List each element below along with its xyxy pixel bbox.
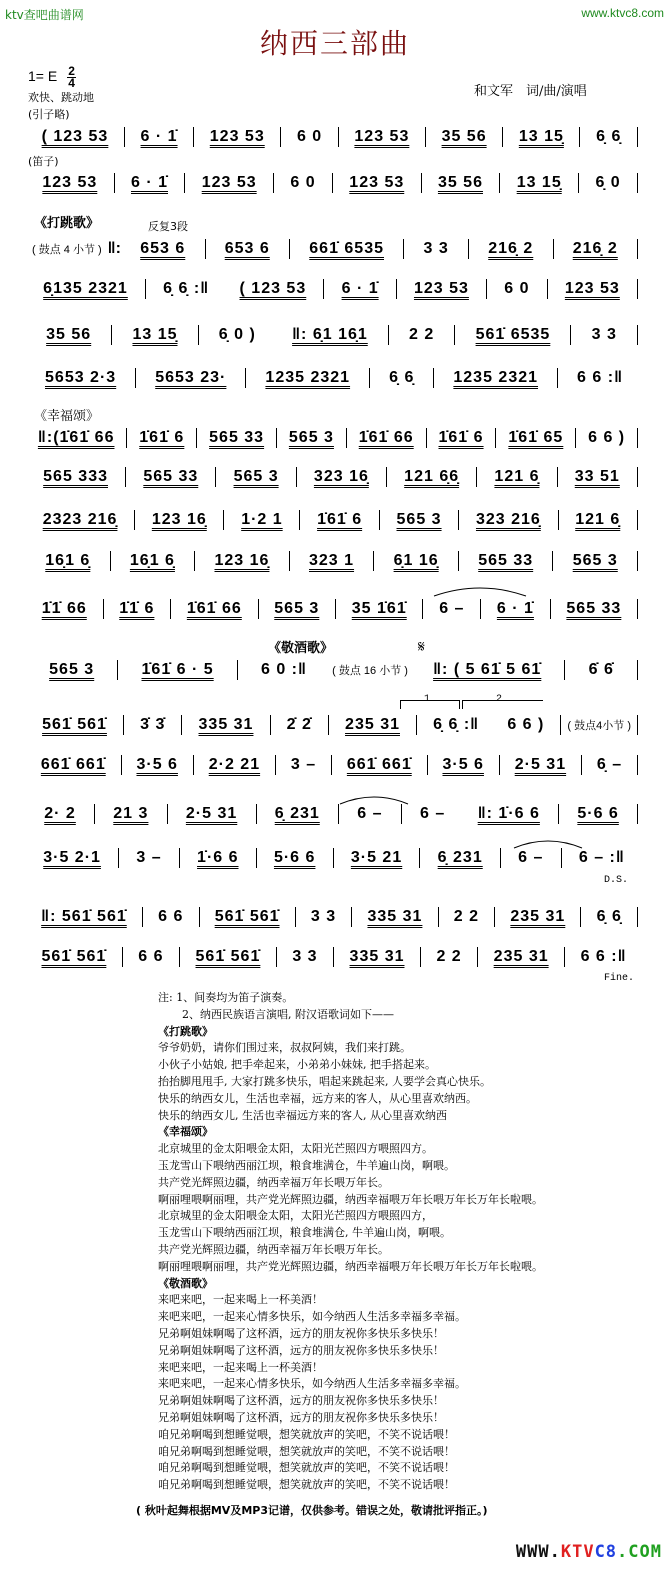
measure: 123 53 xyxy=(349,174,405,191)
measure: 3·5 21 xyxy=(350,849,403,866)
lyric-line: 小伙子小姑娘, 把手牵起来，小弟弟小妹妹, 把手搭起来。 xyxy=(158,1058,436,1072)
tempo-marking: 欢快、跳动地 xyxy=(28,91,94,104)
measure: 121 6̣ xyxy=(575,511,621,528)
watermark-part-1: WWW. xyxy=(515,1542,561,1562)
lyric-line: 啊丽哩喂啊丽哩，共产党光辉照边疆，纳西幸福喂万年长喂万年长万年长啦喂。 xyxy=(158,1259,543,1273)
measure: 1̇61̇ 66 xyxy=(358,429,414,446)
score-row-17 xyxy=(28,904,640,930)
measure: 565 3 xyxy=(572,552,618,569)
measure: ‖: 561̇ 561̇ xyxy=(41,908,127,925)
measure: 123 53 xyxy=(354,128,410,145)
score-row-13 xyxy=(28,712,640,738)
measure: 6̣1 16̣ xyxy=(393,552,439,569)
measure: 6̣ 6̣ :‖ xyxy=(163,280,210,297)
measure: 1̇61̇ 65 xyxy=(508,429,564,446)
measure: 1̇·6 6 xyxy=(197,849,239,866)
measure: 2·5 31 xyxy=(514,756,567,773)
tie-arc xyxy=(338,794,410,806)
measure: 6 6 ) xyxy=(588,429,626,446)
measure: 3·5 6 xyxy=(136,756,178,773)
measure: 6 · 1̇ xyxy=(140,128,178,145)
drum-note: ( 鼓点 4 小节 ) xyxy=(32,244,102,256)
repeat-note: 反复3段 xyxy=(148,220,188,233)
measure: 35 56 xyxy=(46,326,92,343)
section-title-dati: 《打跳歌》 xyxy=(34,216,100,231)
measure: 6̣ 6̣ xyxy=(596,908,622,925)
measure: 2 2 xyxy=(436,948,462,965)
measure: 16̣1 6̣ xyxy=(129,552,175,569)
time-top: 2 xyxy=(68,64,75,78)
measure: 653 6 xyxy=(140,240,186,257)
measure: 123 53 xyxy=(209,128,265,145)
watermark-part-2: KTV xyxy=(560,1542,595,1562)
note-2: 2、纳西民族语言演唱, 附汉语歌词如下—— xyxy=(182,1007,394,1021)
measure: 323 16̣ xyxy=(313,468,369,485)
measure: 3·5 2·1 xyxy=(43,849,101,866)
measure: 1̇1̇ 6 xyxy=(119,600,155,617)
measure: 561̇ 561̇ xyxy=(42,716,107,733)
measure: 6 · 1̇ xyxy=(341,280,379,297)
lyric-line: 爷爷奶奶，请你们围过来，叔叔阿姨，我们来打跳。 xyxy=(158,1041,411,1055)
lyric-line: 快乐的纳西女儿, 生活也幸福远方来的客人, 从心里喜欢纳西 xyxy=(158,1108,447,1122)
score-row-7 xyxy=(28,425,640,451)
measure: 5·6 6 xyxy=(577,805,619,822)
measure: 1235 2321 xyxy=(453,369,539,386)
measure: 6 6 :‖ xyxy=(580,948,627,965)
measure: 661̇ 661̇ xyxy=(40,756,106,773)
measure: 6 0 xyxy=(296,128,323,145)
measure: 565 3 xyxy=(396,511,442,528)
lyric-line: 兄弟啊姐妹啊喝了这杯酒，远方的朋友祝你多快乐多快乐！ xyxy=(158,1343,444,1357)
measure: 6̣ 0 ) xyxy=(218,326,256,343)
score-row-4 xyxy=(28,276,640,302)
measure: 123 53 xyxy=(42,174,98,191)
measure: 3·5 6 xyxy=(442,756,484,773)
measure: 561̇ 6535 xyxy=(475,326,551,343)
site-url-link[interactable]: www.ktvc8.com xyxy=(581,6,664,20)
lyric-line: 咱兄弟啊喝到想睡觉喂，想笑就放声的笑吧，不笑不说话喂！ xyxy=(158,1427,455,1441)
measure: 6̣ 231 xyxy=(437,849,483,866)
score-row-5 xyxy=(28,322,640,348)
measure: 323 216̣ xyxy=(475,511,541,528)
measure: 6 · 1̇ xyxy=(496,600,534,617)
measure: 235 31 xyxy=(510,908,566,925)
watermark-part-4: .COM xyxy=(617,1542,662,1562)
measure: 561̇ 561̇ xyxy=(41,948,107,965)
transcriber-note: ( 秋叶起舞根据MV及MP3记谱，仅供参考。错误之处，敬请批评指正。) xyxy=(136,1504,488,1517)
watermark-part-3: C8 xyxy=(594,1542,618,1562)
site-name-link[interactable]: ktv查吧曲谱网 xyxy=(5,8,84,22)
measure: 235 31 xyxy=(493,948,549,965)
lyric-line: 共产党光辉照边疆，纳西幸福万年长喂万年长。 xyxy=(158,1242,389,1256)
measure: 2·2 21 xyxy=(208,756,261,773)
measure: 123 53 xyxy=(413,280,469,297)
measure: 2· 2 xyxy=(44,805,76,822)
key-signature xyxy=(28,66,76,89)
measure: 6̣ 231 xyxy=(274,805,320,822)
measure: 3 – xyxy=(136,849,162,866)
lyric-line: 来吧来吧，一起来喝上一杯美酒！ xyxy=(158,1293,323,1307)
measure: 35 56 xyxy=(437,174,483,191)
measure: 565 33 xyxy=(143,468,199,485)
measure: 1̇61̇ 66 xyxy=(186,600,242,617)
lyric-line: 快乐的纳西女儿，生活也幸福，远方来的客人，从心里喜欢纳西。 xyxy=(158,1091,477,1105)
score-row-2 xyxy=(28,170,640,196)
measure: 2̇ 2̇ xyxy=(286,716,312,733)
lyric-line: 兄弟啊姐妹啊喝了这杯酒，远方的朋友祝你多快乐多快乐！ xyxy=(158,1410,444,1424)
lyric-line: 来吧来吧，一起来喝上一杯美酒！ xyxy=(158,1360,323,1374)
measure: 35 1̇61̇ xyxy=(351,600,407,617)
intro-note: (引子略) xyxy=(28,108,70,121)
lyric-line: 啊丽哩喂啊丽哩，共产党光辉照边疆，纳西幸福喂万年长喂万年长万年长啦喂。 xyxy=(158,1192,543,1206)
drum-note: ( 鼓点 16 小节 ) xyxy=(332,665,408,677)
measure: 565 3 xyxy=(49,661,95,678)
lyrics-notes xyxy=(158,990,618,1494)
measure: 335 31 xyxy=(349,948,405,965)
measure: 1̇61̇ 6 · 5 xyxy=(141,661,214,678)
song-title: 纳西三部曲 xyxy=(259,27,410,60)
lyric-line: 玉龙雪山下喂纳西丽江坝，粮食堆满仓，牛羊遍山岗，啊喂。 xyxy=(158,1158,455,1172)
lyrics-title-dati: 《打跳歌》 xyxy=(158,1024,213,1038)
section-title-jingjiu: 《敬酒歌》 xyxy=(268,641,334,656)
score-row-9 xyxy=(28,507,640,533)
measure: 561̇ 561̇ xyxy=(214,908,280,925)
measure: 2323 216̣ xyxy=(42,511,118,528)
measure: 235 31 xyxy=(345,716,400,733)
key-label: 1= E xyxy=(28,68,58,85)
measure: 123 16̣ xyxy=(214,552,270,569)
measure: 6̣ 6̣ xyxy=(389,369,415,386)
score-row-11 xyxy=(28,596,640,622)
lyric-line: 来吧来吧，一起来心情多快乐，如今纳西人生活多幸福多幸福。 xyxy=(158,1377,466,1391)
measure: 6 – xyxy=(439,600,465,617)
score-row-1 xyxy=(28,124,640,150)
measure: 661̇ 661̇ xyxy=(346,756,412,773)
score-row-6 xyxy=(28,365,640,391)
measure: 6 – xyxy=(419,805,446,822)
lyric-line: 玉龙雪山下喂纳西丽江坝，粮食堆满仓, 牛羊遍山岗，啊喂。 xyxy=(158,1226,451,1240)
measure: 3̇ 3̇ xyxy=(140,716,166,733)
measure: 6 0 xyxy=(290,174,316,191)
tie-arc xyxy=(430,584,530,598)
time-bottom: 4 xyxy=(68,76,75,90)
measure: 216̣ 2 xyxy=(488,240,534,257)
measure: 661̇ 6535 xyxy=(309,240,384,257)
measure: 335 31 xyxy=(367,908,423,925)
score-row-14 xyxy=(28,752,640,778)
measure: 1235 2321 xyxy=(265,369,351,386)
measure: 565 3 xyxy=(288,429,334,446)
measure: 6̣ 0 xyxy=(595,174,621,191)
score-row-10 xyxy=(28,548,640,574)
measure: 123 16̣ xyxy=(151,511,207,528)
measure: 565 3 xyxy=(233,468,279,485)
measure: 13 15̣ xyxy=(516,174,562,191)
dal-segno: D.S. xyxy=(604,875,629,886)
measure: 6 6 xyxy=(138,948,164,965)
volta-1-label: 1 xyxy=(424,694,431,705)
lyrics-title-jingjiu: 《敬酒歌》 xyxy=(158,1276,213,1290)
measure: 5653 2·3 xyxy=(45,369,117,386)
measure: 121 6̣6̣ xyxy=(404,468,460,485)
measure: 6 – :‖ xyxy=(578,849,625,866)
measure: 5653 23· xyxy=(155,369,227,386)
measure: 561̇ 561̇ xyxy=(195,948,261,965)
measure: 1̇61̇ 6 xyxy=(438,429,484,446)
measure: 123 53 xyxy=(564,280,620,297)
measure: 6̣ – xyxy=(596,756,623,773)
measure: 1·2 1 xyxy=(241,511,283,528)
measure: 2·5 31 xyxy=(185,805,238,822)
measure: 5·6 6 xyxy=(273,849,316,866)
lyric-line: 兄弟啊姐妹啊喝了这杯酒，远方的朋友祝你多快乐多快乐！ xyxy=(158,1394,444,1408)
tie-arc xyxy=(512,838,584,850)
measure: ‖: 1̇·6 6 xyxy=(477,805,540,822)
measure: 33 51 xyxy=(574,468,620,485)
measure: 6̣ 6̣ :‖ xyxy=(433,716,480,733)
measure: 6 6 ) xyxy=(507,716,545,733)
measure: ‖: 6̣1 16̣1 xyxy=(292,326,368,343)
measure: 565 3 xyxy=(274,600,320,617)
measure: ‖: ( 5 61̇ 5 61̇ xyxy=(433,661,542,678)
lyric-line: 咱兄弟啊喝到想睡觉喂，想笑就放声的笑吧，不笑不说话喂！ xyxy=(158,1461,455,1475)
note-1: 注: 1、间奏均为笛子演奏。 xyxy=(158,991,294,1004)
measure: ( 123 53 xyxy=(239,280,307,297)
measure: 13 15̣ xyxy=(518,128,564,145)
lyric-line: 北京城里的金太阳喂金太阳，太阳光芒照四方喂照四方， xyxy=(158,1209,433,1223)
flute-label: (笛子) xyxy=(28,155,59,168)
measure: 335 31 xyxy=(198,716,254,733)
lyric-line: 抬抬脚甩甩手, 大家打跳多快乐，唱起来跳起来, 人要学会真心快乐。 xyxy=(158,1074,491,1088)
lyric-line: 咱兄弟啊喝到想睡觉喂，想笑就放声的笑吧，不笑不说话喂！ xyxy=(158,1444,455,1458)
repeat-start: ‖: xyxy=(107,240,121,257)
score-row-8 xyxy=(28,464,640,490)
segno-sign: 𝄋 xyxy=(418,637,425,656)
score-row-12 xyxy=(28,657,640,683)
lyric-line: 北京城里的金太阳喂金太阳，太阳光芒照四方喂照四方。 xyxy=(158,1142,433,1156)
measure: 21 3 xyxy=(113,805,149,822)
measure: 323 1 xyxy=(309,552,355,569)
lyrics-title-xingfu: 《幸福颂》 xyxy=(158,1125,213,1139)
measure: 6 – xyxy=(357,805,383,822)
volta-2-label: 2 xyxy=(496,694,503,705)
measure: 6 6 :‖ xyxy=(577,369,624,386)
measure: 16̣1 6̣ xyxy=(45,552,91,569)
fine-mark: Fine. xyxy=(604,973,635,984)
measure: 6 6 xyxy=(158,908,184,925)
measure: 1̇1̇ 66 xyxy=(41,600,87,617)
measure: 3 3 xyxy=(292,948,318,965)
watermark-logo xyxy=(516,1542,662,1562)
score-row-18 xyxy=(28,944,640,970)
measure: 1̇61̇ 6 xyxy=(139,429,185,446)
measure: 6̣ 6̣ xyxy=(596,128,622,145)
measure: 6 – xyxy=(518,849,544,866)
measure: 6̣135 2321 xyxy=(43,280,128,297)
measure: 3 – xyxy=(290,756,317,773)
measure: 653 6 xyxy=(224,240,270,257)
drum-note: ( 鼓点4小节 ) xyxy=(567,720,631,732)
measure: 565 33 xyxy=(209,429,265,446)
measure: 565 33 xyxy=(566,600,622,617)
lyric-line: 共产党光辉照边疆，纳西幸福万年长喂万年长。 xyxy=(158,1175,389,1189)
lyric-line: 兄弟啊姐妹啊喝了这杯酒，远方的朋友祝你多快乐多快乐！ xyxy=(158,1326,444,1340)
measure: 3 3 xyxy=(423,240,449,257)
score-row-3 xyxy=(28,236,640,262)
measure: 3 3 xyxy=(310,908,337,925)
time-signature xyxy=(67,66,76,89)
lyric-line: 来吧来吧，一起来心情多快乐，如今纳西人生活多幸福多幸福。 xyxy=(158,1310,466,1324)
measure: 121 6̣ xyxy=(494,468,540,485)
volta-2-bracket xyxy=(462,700,543,709)
measure: 3 3 xyxy=(591,326,617,343)
measure: 565 33 xyxy=(478,552,534,569)
measure: 216̣ 2 xyxy=(572,240,618,257)
composer-credit: 和文军 词/曲/演唱 xyxy=(474,84,587,99)
measure: 1̇61̇ 6 xyxy=(317,511,363,528)
section-title-xingfu: 《幸福颂》 xyxy=(34,409,100,424)
measure: 6 · 1̇ xyxy=(130,174,168,191)
measure: 13 15̣ xyxy=(132,326,178,343)
score-row-15 xyxy=(28,801,640,827)
measure: ( 123 53 xyxy=(41,128,109,145)
measure: 123 53 xyxy=(201,174,257,191)
measure: 2 2 xyxy=(409,326,435,343)
measure: ‖:(1̇61̇ 66 xyxy=(37,429,115,446)
measure: 6 0 xyxy=(504,280,530,297)
measure: 6 0 :‖ xyxy=(260,661,307,678)
measure: 565 333 xyxy=(43,468,108,485)
measure: 35 56 xyxy=(441,128,487,145)
measure: 6̇ 6̇ xyxy=(588,661,614,678)
measure: 2 2 xyxy=(453,908,479,925)
lyric-line: 咱兄弟啊喝到想睡觉喂，想笑就放声的笑吧，不笑不说话喂！ xyxy=(158,1478,455,1492)
